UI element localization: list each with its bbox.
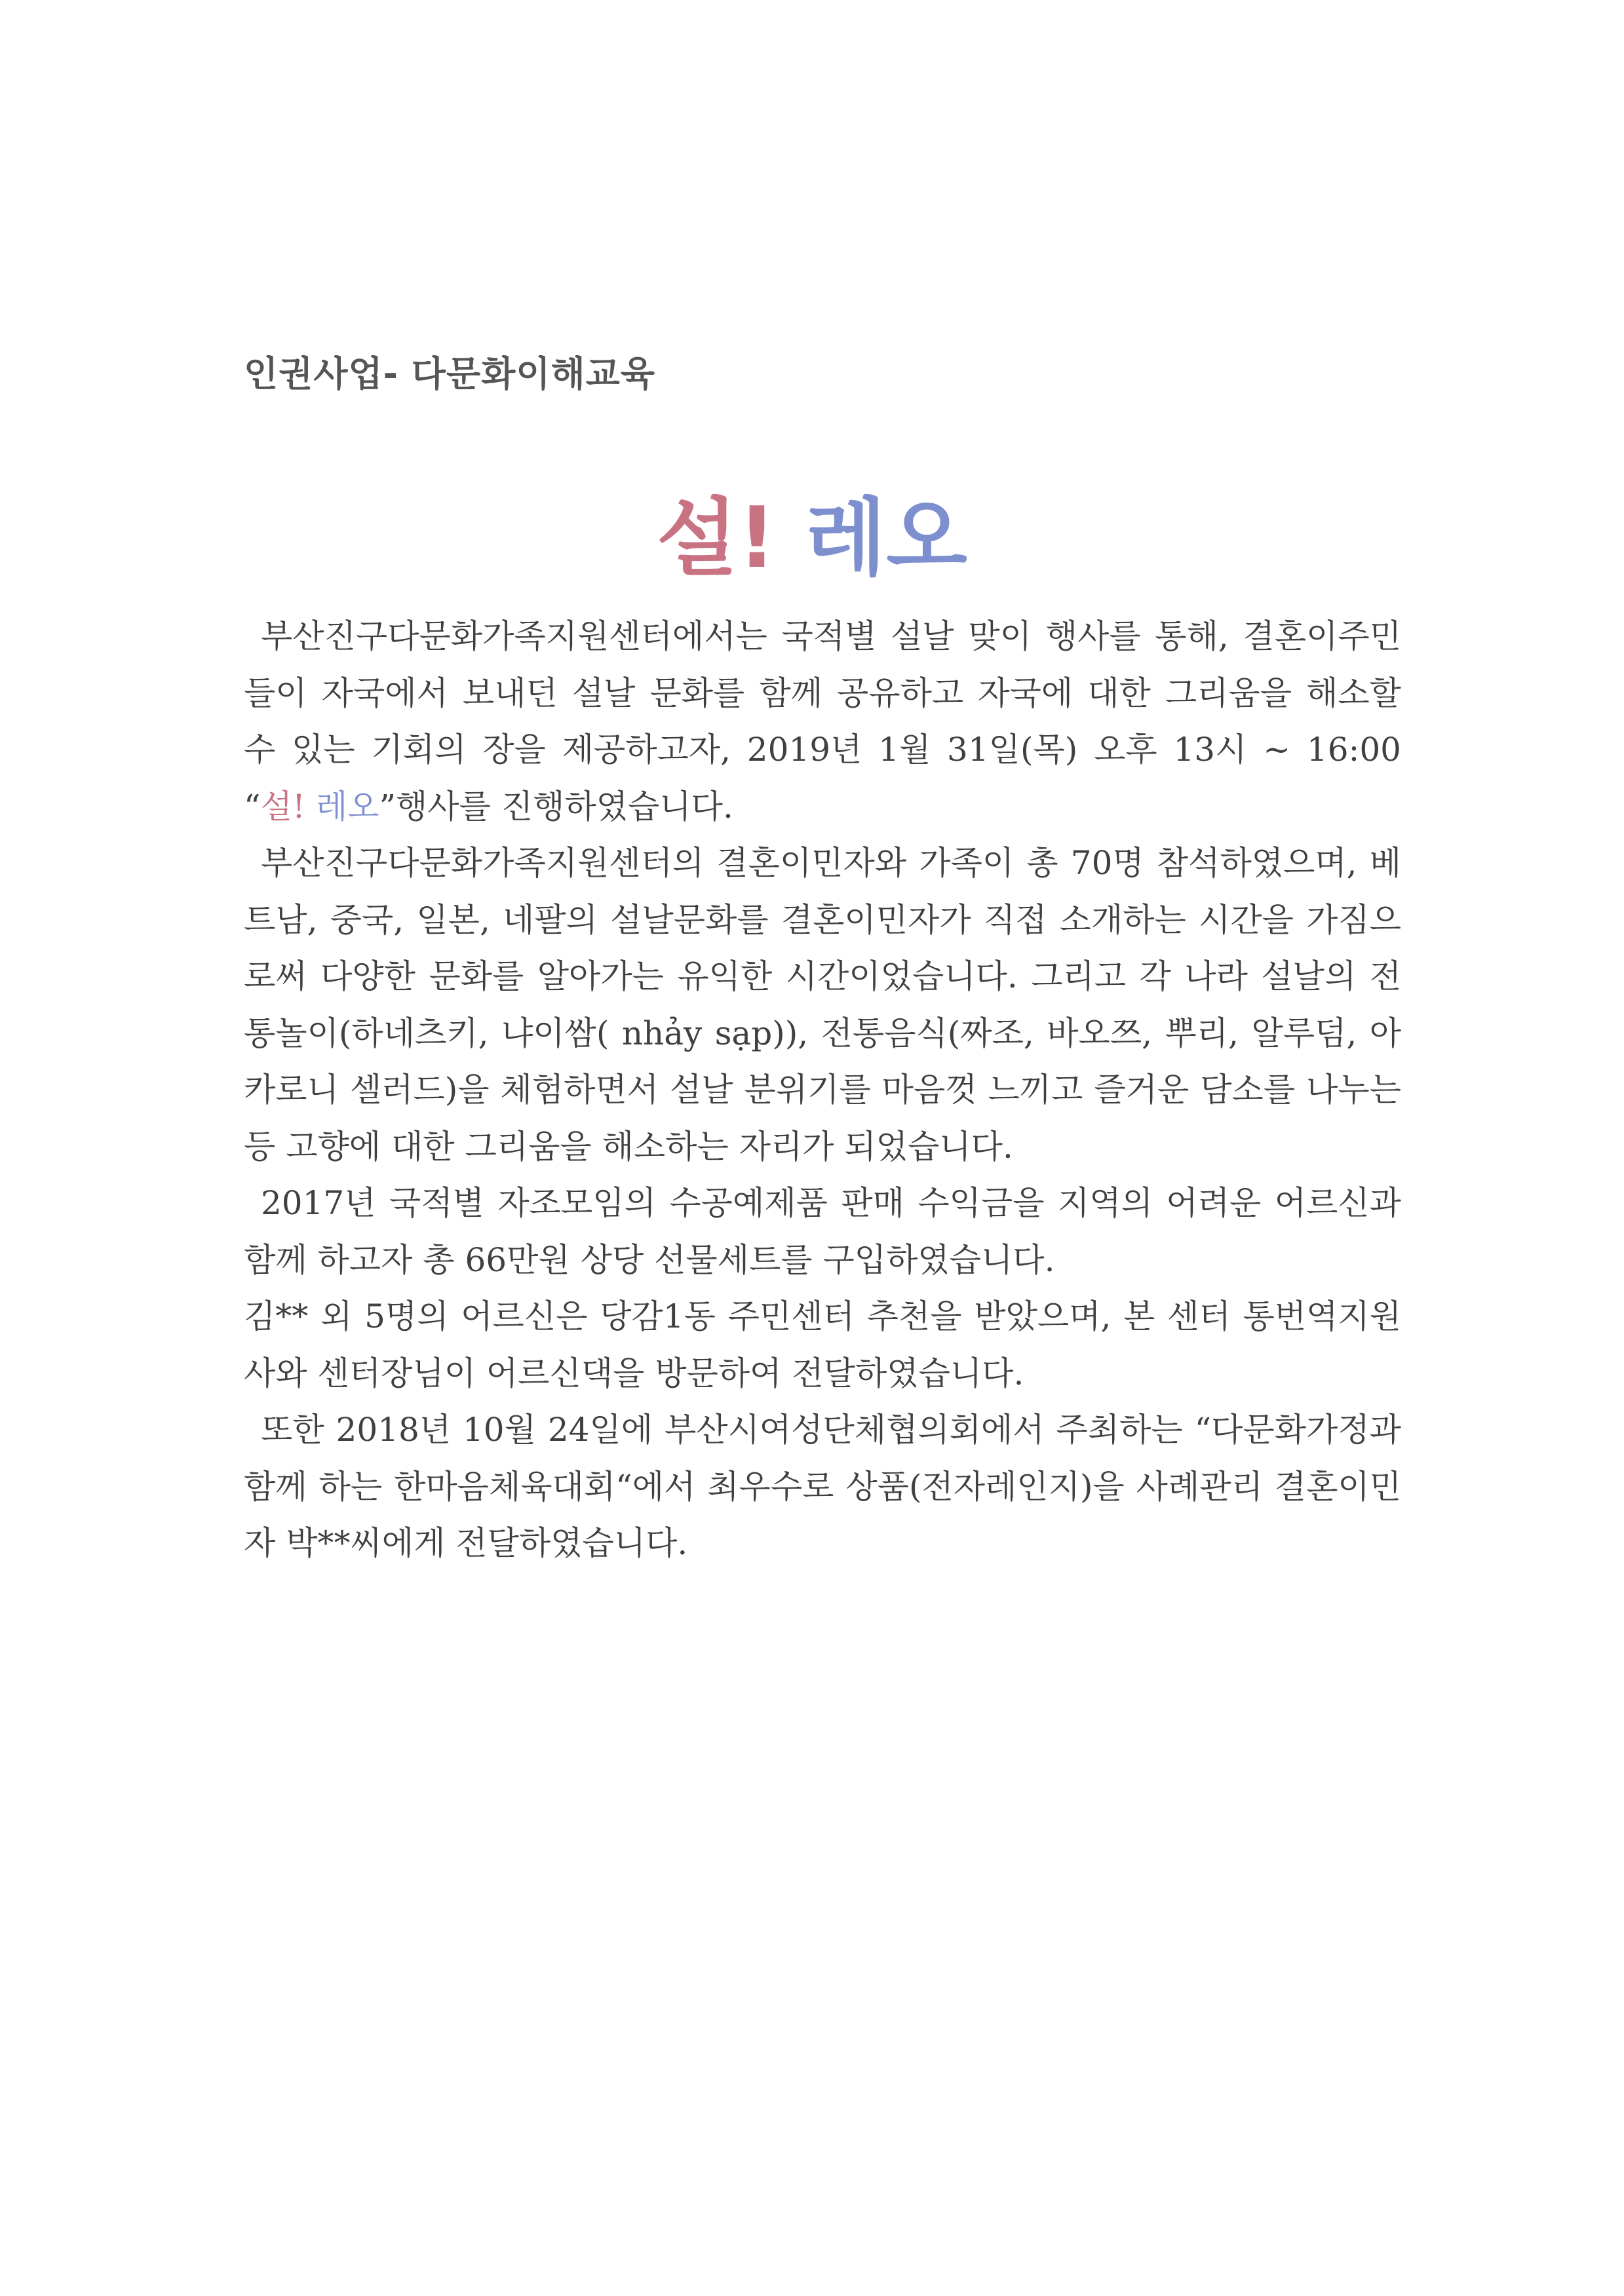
paragraph-event-intro-text: 부산진구다문화가족지원센터에서는 국적별 설날 맞이 행사를 통해, 결혼이주민들이 자국에서 보내던 설날 문화를 함께 공유하고 자국에 대한 그리움을 해소할 수 있는 기회의 장을 제공하고자, 2019년 1월 31일(목) 오후 13시 ~ 16:00 “ xyxy=(244,617,1401,826)
section-heading: 인권사업- 다문화이해교육 xyxy=(244,353,656,394)
paragraph-event-intro xyxy=(244,608,1401,835)
event-title xyxy=(0,470,1624,591)
paragraph-prize-delivery: 또한 2018년 10월 24일에 부산시여성단체협의회에서 주최하는 “다문화가정과 함께 하는 한마음체육대회“에서 최우수로 상품(전자레인지)을 사례관리 결혼이민자 박**씨에게 전달하였습니다. xyxy=(244,1411,1401,1562)
paragraph-event-details: 부산진구다문화가족지원센터의 결혼이민자와 가족이 총 70명 참석하였으며, 베트남, 중국, 일본, 네팔의 설날문화를 결혼이민자가 직접 소개하는 시간을 가짐으로써 다양한 문화를 알아가는 유익한 시간이었습니다. 그리고 각 나라 설날의 전통놀이(하네츠키, 냐이쌈( nhảy sạp)), 전통음식(짜조, 바오쯔, 뿌리, 알루덤, 아카로니 셀러드)을 체험하면서 설날 분위기를 마음껏 느끼고 즐거운 담소를 나누는 등 고향에 대한 그리움을 해소하는 자리가 되었습니다. xyxy=(244,844,1401,1166)
article-body xyxy=(244,608,1401,1572)
paragraph-gift-delivery: 김** 외 5명의 어르신은 당감1동 주민센터 추천을 받았으며, 본 센터 통번역지원사와 센터장님이 어르신댁을 방문하여 전달하였습니다. xyxy=(244,1297,1401,1392)
event-title-part-blue: 레오 xyxy=(805,489,967,587)
paragraph-gift-purchase: 2017년 국적별 자조모임의 수공예제품 판매 수익금을 지역의 어려운 어르신과 함께 하고자 총 66만원 상당 선물세트를 구입하였습니다. xyxy=(244,1184,1401,1279)
paragraph-event-intro-end: ”행사를 진행하였습니다. xyxy=(379,787,733,826)
event-title-part-red: 설! xyxy=(657,489,777,587)
inline-title-red: 설! xyxy=(260,787,305,826)
inline-title-blue: 레오 xyxy=(315,787,379,826)
